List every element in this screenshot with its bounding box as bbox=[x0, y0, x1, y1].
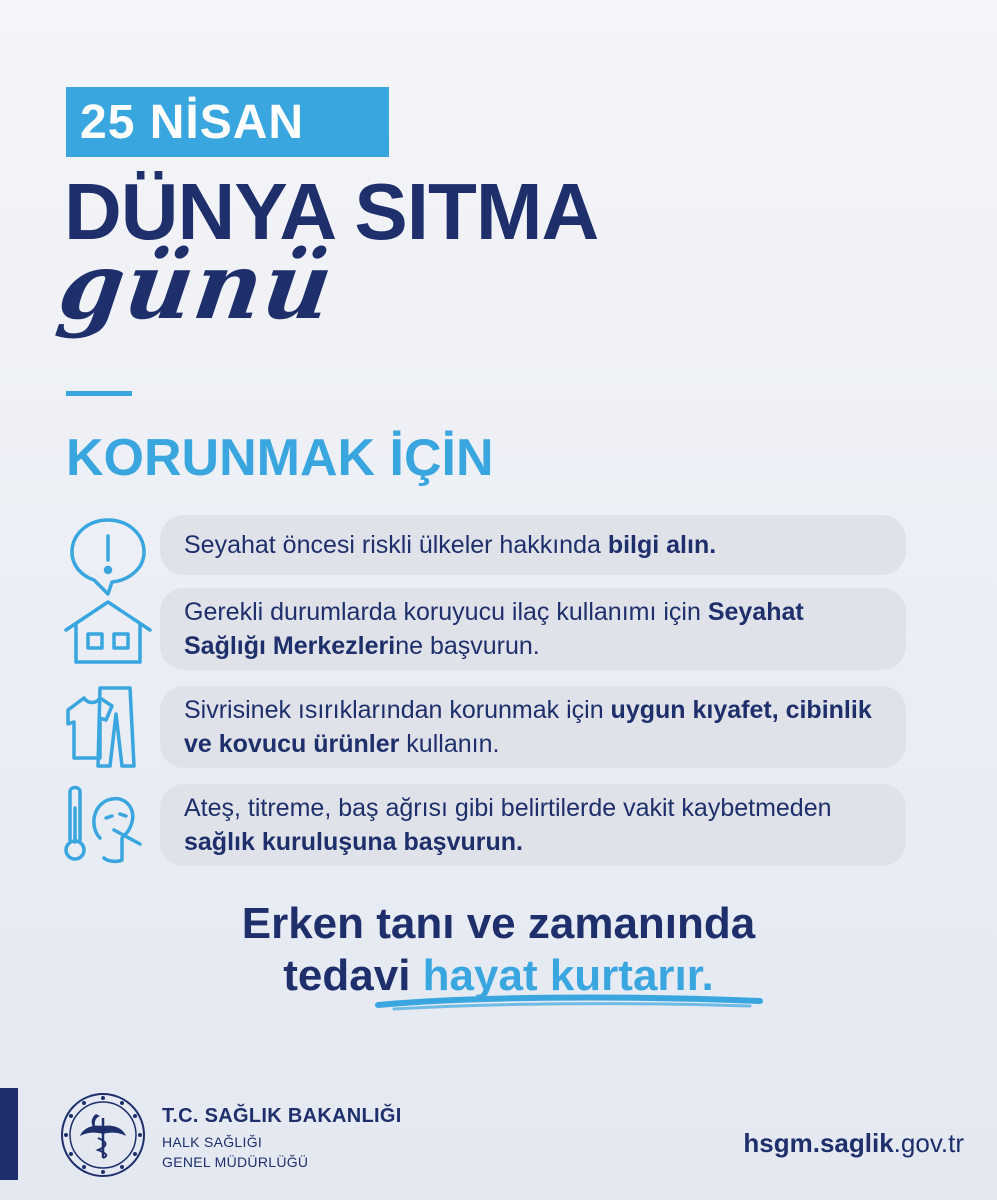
thermometer-sick-person-icon bbox=[60, 778, 156, 874]
slogan bbox=[0, 898, 997, 1002]
divider bbox=[66, 391, 132, 396]
house-icon bbox=[60, 590, 156, 686]
page-title-script: günü bbox=[52, 232, 341, 340]
org-name: T.C. SAĞLIK BAKANLIĞI bbox=[162, 1105, 402, 1127]
clothing-icon bbox=[60, 680, 156, 776]
tip-item bbox=[160, 588, 906, 670]
tip-item bbox=[160, 784, 906, 866]
org-sub-1: HALK SAĞLIĞI bbox=[162, 1134, 263, 1150]
org-sub-2: GENEL MÜDÜRLÜĞÜ bbox=[162, 1154, 309, 1170]
slogan-line-1: Erken tanı ve zamanında bbox=[241, 899, 756, 948]
section-title: KORUNMAK İÇİN bbox=[66, 429, 494, 487]
website-link[interactable]: hsgm.saglik.gov.tr bbox=[743, 1128, 964, 1158]
tip-text: Ateş, titreme, baş ağrısı gibi belirtilerde vakit kaybetmeden sağlık kuruluşuna başvurun. bbox=[184, 794, 832, 856]
tip-item bbox=[160, 515, 906, 575]
tip-text: Gerekli durumlarda koruyucu ilaç kullanımı için Seyahat Sağlığı Merkezlerine başvurun. bbox=[184, 598, 804, 660]
organization-name bbox=[162, 1105, 402, 1172]
page-title: DÜNYA SITMA bbox=[64, 167, 599, 256]
tip-text: Sivrisinek ısırıklarından korunmak için uygun kıyafet, cibinlik ve kovucu ürünler kullanın. bbox=[184, 696, 872, 758]
date-text: 25 NİSAN bbox=[80, 95, 305, 149]
slogan-line-2: tedavi hayat kurtarır. bbox=[283, 951, 714, 1000]
date-badge bbox=[66, 87, 389, 157]
footer-accent-bar bbox=[0, 1088, 18, 1180]
tip-item bbox=[160, 686, 906, 768]
tip-text: Seyahat öncesi riskli ülkeler hakkında bilgi alın. bbox=[184, 531, 717, 559]
slogan-underline bbox=[374, 993, 764, 1013]
ministry-seal-logo bbox=[60, 1092, 146, 1178]
